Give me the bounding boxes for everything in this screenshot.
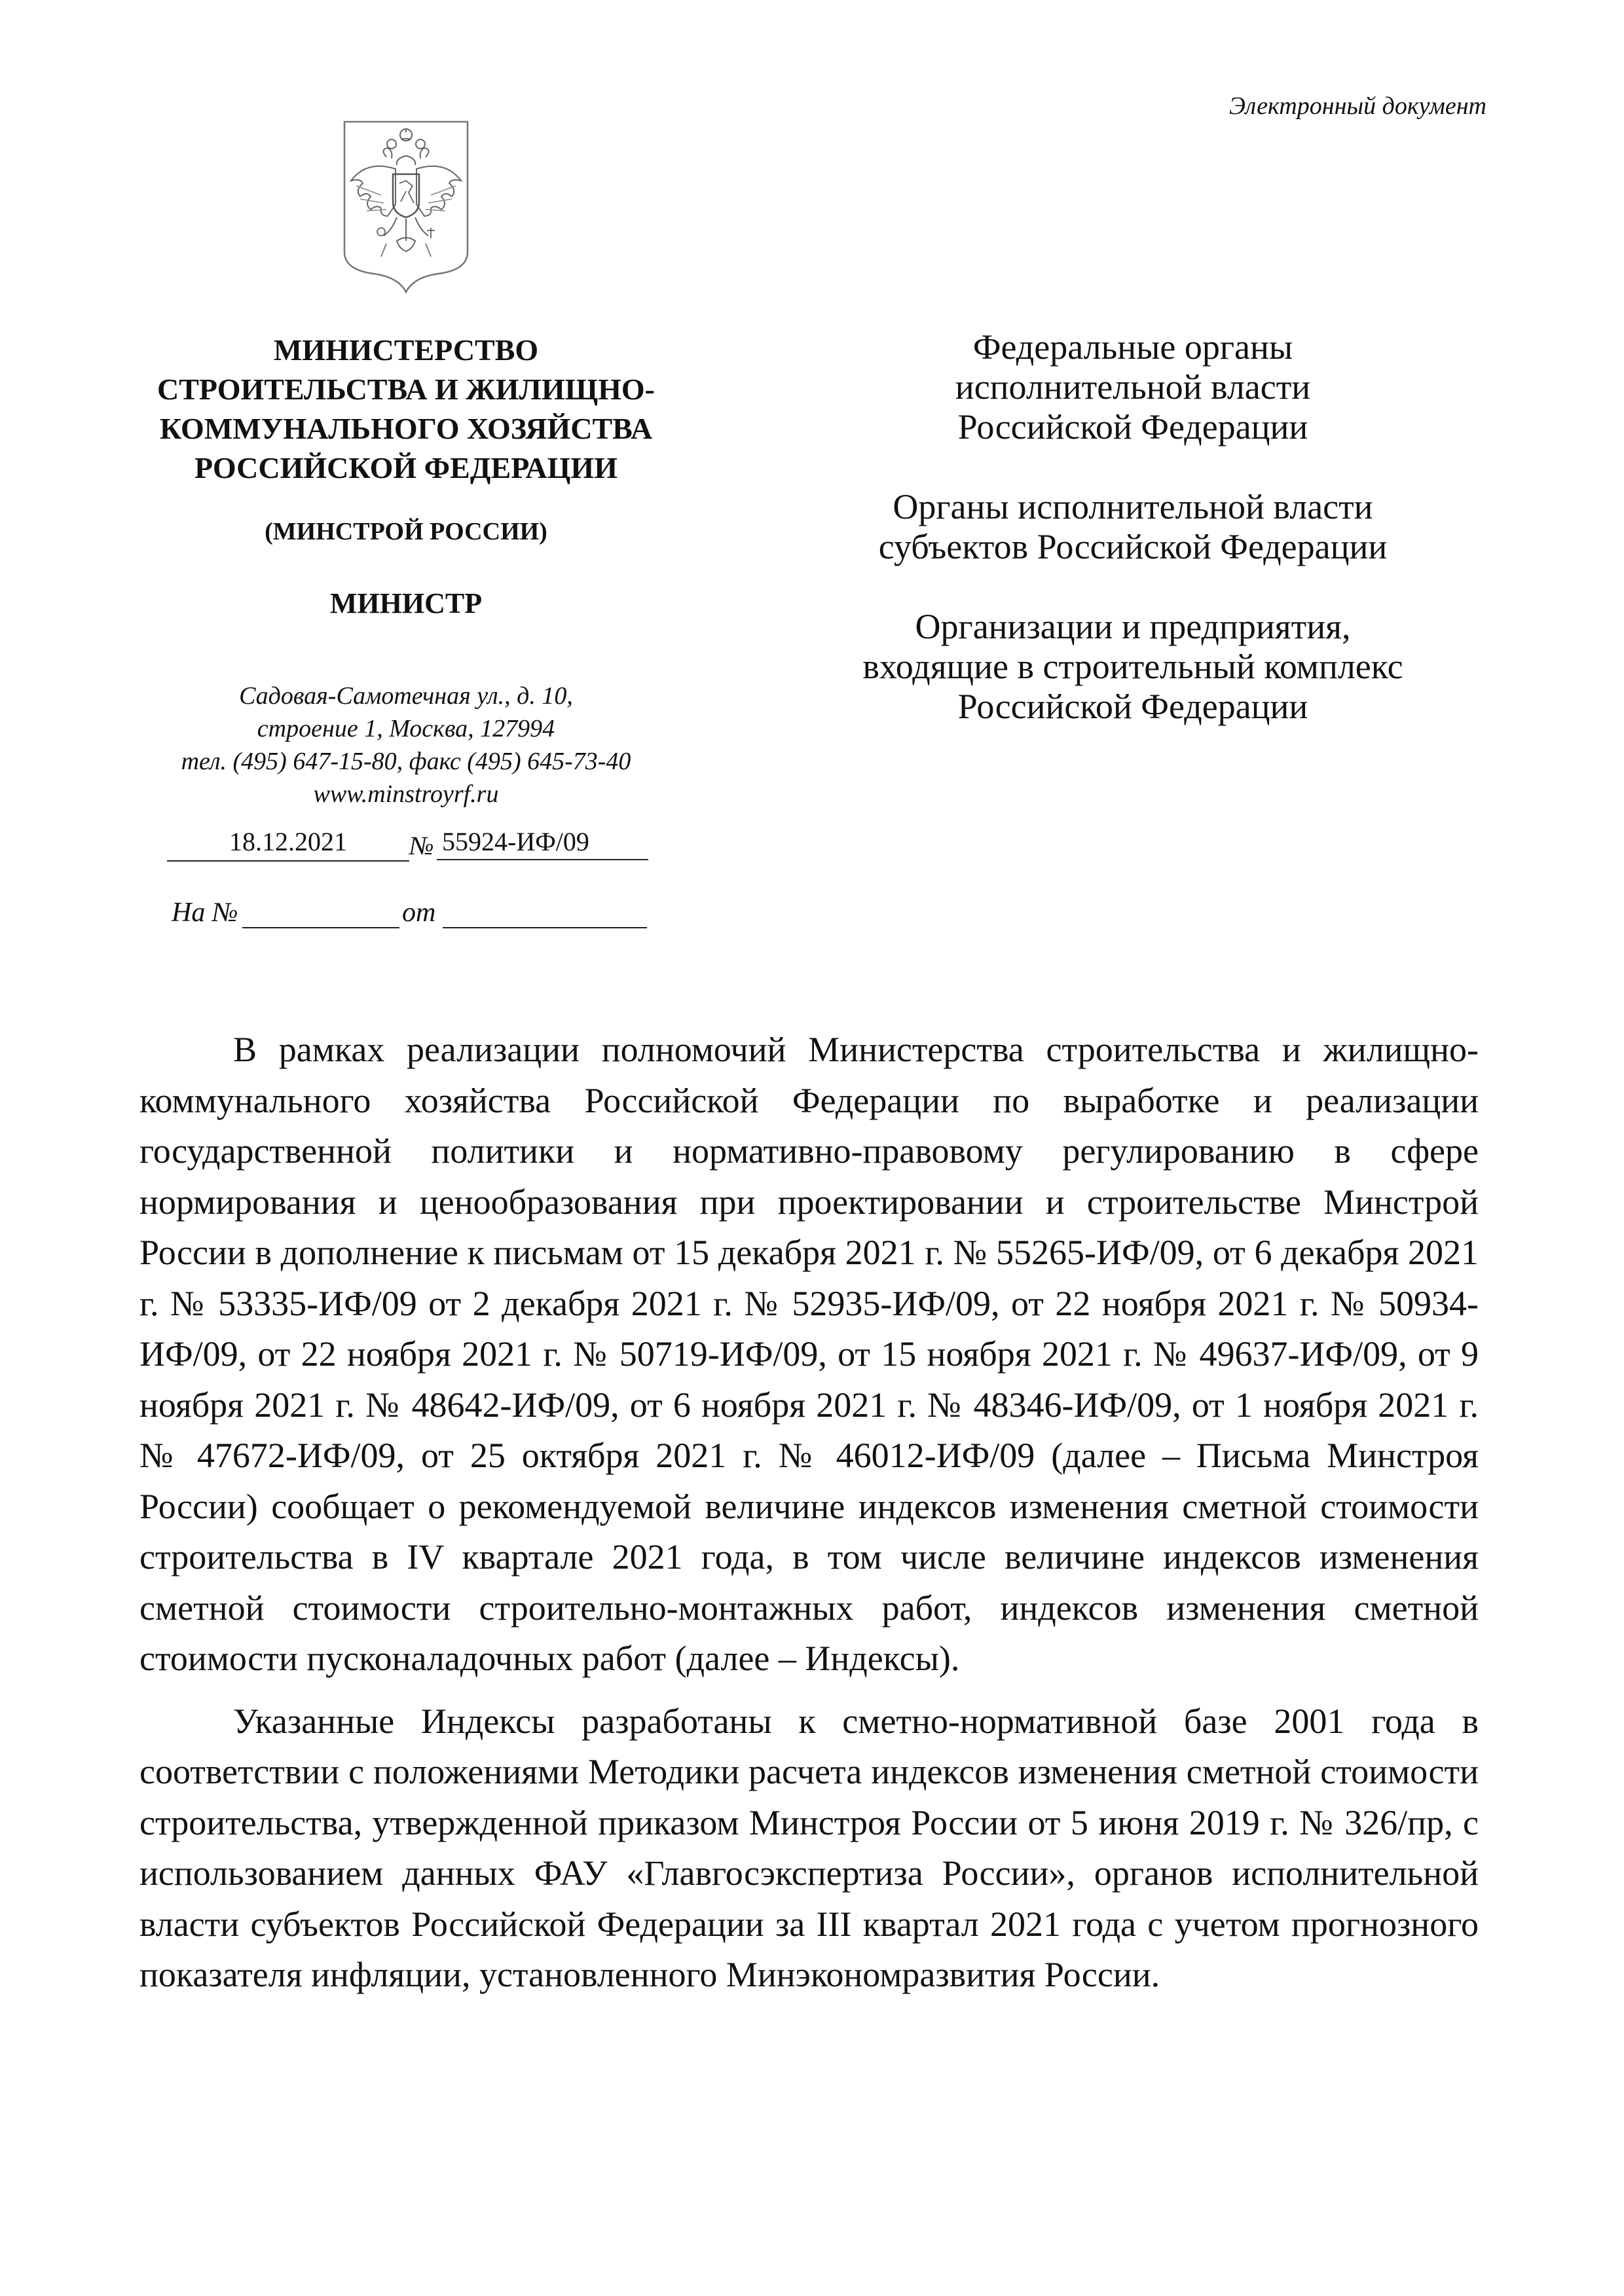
ministry-short-name: (МИНСТРОЙ РОССИИ) [265,518,547,545]
addressee-line: исполнительной власти [955,367,1311,407]
registration-line [167,826,648,860]
registration-number-label: № [409,831,434,860]
reply-from-blank [443,927,647,928]
reply-from-label: от [402,898,436,928]
addressee-group [773,487,1493,567]
letter-body [139,1025,1479,2001]
body-paragraph: Указанные Индексы разработаны к сметно-нормативной базе 2001 года в соответствии с положениями Методики расчета индексов изменения сметной стоимости строительства, утвержденной приказом Минстроя России от 5 июня 2019 г. № 326/пр, с использованием данных ФАУ «Главгосэкспертиза России», органов исполнительной власти субъектов Российской Федерации за III квартал 2021 года с учетом прогнозного показателя инфляции, установленного Минэкономразвития России. [139,1701,1479,1994]
ministry-name-line: КОММУНАЛЬНОГО ХОЗЯЙСТВА [159,412,653,445]
registration-number: 55924-ИФ/09 [437,826,648,860]
website-link[interactable]: www.minstroyrf.ru [313,780,499,808]
coat-of-arms-icon [341,118,471,295]
ministry-name [105,331,707,488]
addressee-group [773,327,1493,447]
address-line: Садовая-Самотечная ул., д. 10, [239,682,573,710]
addressee-line: входящие в строительный комплекс [862,647,1403,686]
signatory-position: МИНИСТР [329,587,483,619]
addressee-line: Российской Федерации [957,687,1308,726]
addressee-line: Российской Федерации [957,407,1308,446]
sender-address [105,680,707,811]
address-line: строение 1, Москва, 127994 [257,715,555,742]
addressee-line: Органы исполнительной власти [893,487,1373,526]
reply-number-label: На № [172,898,238,928]
addressee-line: субъектов Российской Федерации [878,527,1388,566]
reply-number-blank [242,927,399,928]
addressee-line: Организации и предприятия, [915,607,1351,646]
ministry-name-line: СТРОИТЕЛЬСТВА И ЖИЛИЩНО- [157,373,655,406]
addressee-line: Федеральные органы [972,327,1293,367]
address-line: тел. (495) 647-15-80, факс (495) 645-73-40 [181,748,631,775]
reply-reference-line [172,897,656,934]
registration-date: 18.12.2021 [167,826,409,862]
ministry-name-line: РОССИЙСКОЙ ФЕДЕРАЦИИ [194,451,618,484]
document-type-label: Электронный документ [1229,92,1486,120]
ministry-name-line: МИНИСТЕРСТВО [273,333,539,367]
addressee-group [773,607,1493,727]
addressee-block [773,327,1493,767]
body-paragraph: В рамках реализации полномочий Министерства строительства и жилищно-коммунального хозяйства Российской Федерации по выработке и реализации государственной политики и нормативно-правовому регулированию в сфере нормирования и ценообразования при проектировании и строительстве Минстрой России в дополнение к письмам от 15 декабря 2021 г. № 55265-ИФ/09, от 6 декабря 2021 г. № 53335-ИФ/09 от 2 декабря 2021 г. № 52935-ИФ/09, от 22 ноября 2021 г. № 50934-ИФ/09, от 22 ноября 2021 г. № 50719-ИФ/09, от 15 ноября 2021 г. № 49637-ИФ/09, от 9 ноября 2021 г. № 48642-ИФ/09, от 6 ноября 2021 г. № 48346-ИФ/09, от 1 ноября 2021 г. № 47672-ИФ/09, от 25 октября 2021 г. № 46012-ИФ/09 (далее – Письма Минстроя России) сообщает о рекомендуемой величине индексов изменения сметной стоимости строительства в IV квартале 2021 года, в том числе величине индексов изменения сметной стоимости строительно-монтажных работ, индексов изменения сметной стоимости пусконаладочных работ (далее – Индексы). [139,1030,1479,1678]
